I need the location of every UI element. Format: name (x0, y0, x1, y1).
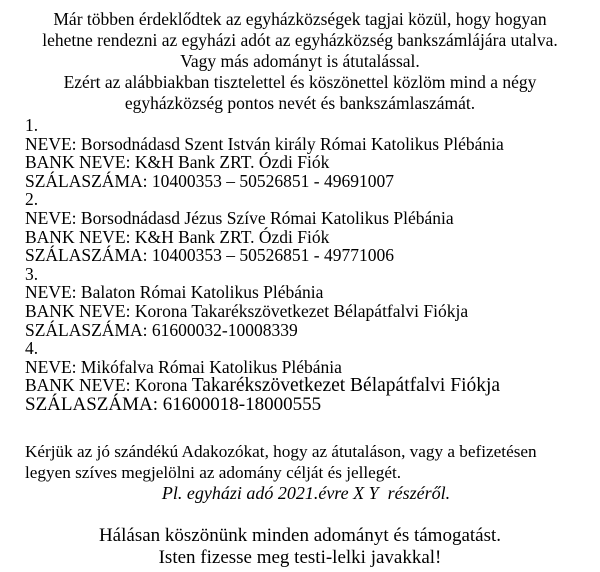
account-list (25, 116, 600, 415)
intro-line-5: egyházközség pontos nevét és bankszámlaszámát. (124, 93, 476, 113)
example-line: Pl. egyházi adó 2021.évre X Y részéről. (161, 482, 451, 503)
entry-4-bank (25, 376, 600, 396)
entry-3-number: 3. (25, 263, 39, 284)
entry-1-bank: BANK NEVE: K&H Bank ZRT. Ózdi Fiók (25, 152, 330, 173)
entry-4-name: NEVE: Mikófalva Római Katolikus Plébánia (25, 356, 342, 377)
entry-2-account: SZÁLASZÁMA: 10400353 – 50526851 - 49771006 (25, 245, 394, 266)
request-line-2: legyen szíves megjelölni az adomány célját és jellegét. (25, 462, 402, 482)
intro-line-1: Már többen érdeklődtek az egyházközségek tagjai közül, hogy hogyan (53, 9, 547, 29)
entry-4-bank-prefix: BANK NEVE: Korona (25, 375, 192, 396)
entry-2-number: 2. (25, 189, 39, 210)
closing-line-1: Hálásan köszönünk minden adományt és támogatást. (98, 524, 502, 546)
intro-line-4: Ezért az alábbiakban tisztelettel és köszönettel közlöm mind a négy (63, 72, 537, 92)
entry-3-bank: BANK NEVE: Korona Takarékszövetkezet Bélapátfalvi Fiókja (25, 300, 469, 321)
intro-line-2: lehetne rendezni az egyházi adót az egyházközség bankszámlájára utalva. (42, 30, 558, 50)
entry-3 (25, 265, 600, 339)
entry-3-name: NEVE: Balaton Római Katolikus Plébánia (25, 282, 324, 303)
entry-2 (25, 190, 600, 264)
entry-4-account: SZÁLASZÁMA: 61600018-18000555 (25, 393, 322, 415)
entry-1-account: SZÁLASZÁMA: 10400353 – 50526851 - 49691007 (25, 170, 394, 191)
intro-line-3: Vagy más adományt is átutalással. (180, 51, 420, 71)
entry-3-account: SZÁLASZÁMA: 61600032-10008339 (25, 319, 298, 340)
entry-2-bank: BANK NEVE: K&H Bank ZRT. Ózdi Fiók (25, 226, 330, 247)
closing-line-2: Isten fizesse meg testi-lelki javakkal! (158, 546, 442, 568)
entry-1-number: 1. (25, 115, 39, 135)
closing-paragraph (0, 525, 600, 569)
request-paragraph (25, 441, 600, 483)
entry-1-name: NEVE: Borsodnádasd Szent István király Római Katolikus Plébánia (25, 133, 504, 154)
entry-4-number: 4. (25, 338, 39, 359)
entry-4 (25, 339, 600, 414)
entry-4-bank-branch: Takarékszövetkezet Bélapátfalvi Fiókja (191, 375, 501, 397)
request-line-1: Kérjük az jó szándékú Adakozókat, hogy az átutaláson, vagy a befizetésen (25, 441, 537, 461)
entry-1 (25, 116, 600, 190)
intro-paragraph (0, 9, 600, 114)
entry-2-name: NEVE: Borsodnádasd Jézus Szíve Római Katolikus Plébánia (25, 207, 454, 228)
